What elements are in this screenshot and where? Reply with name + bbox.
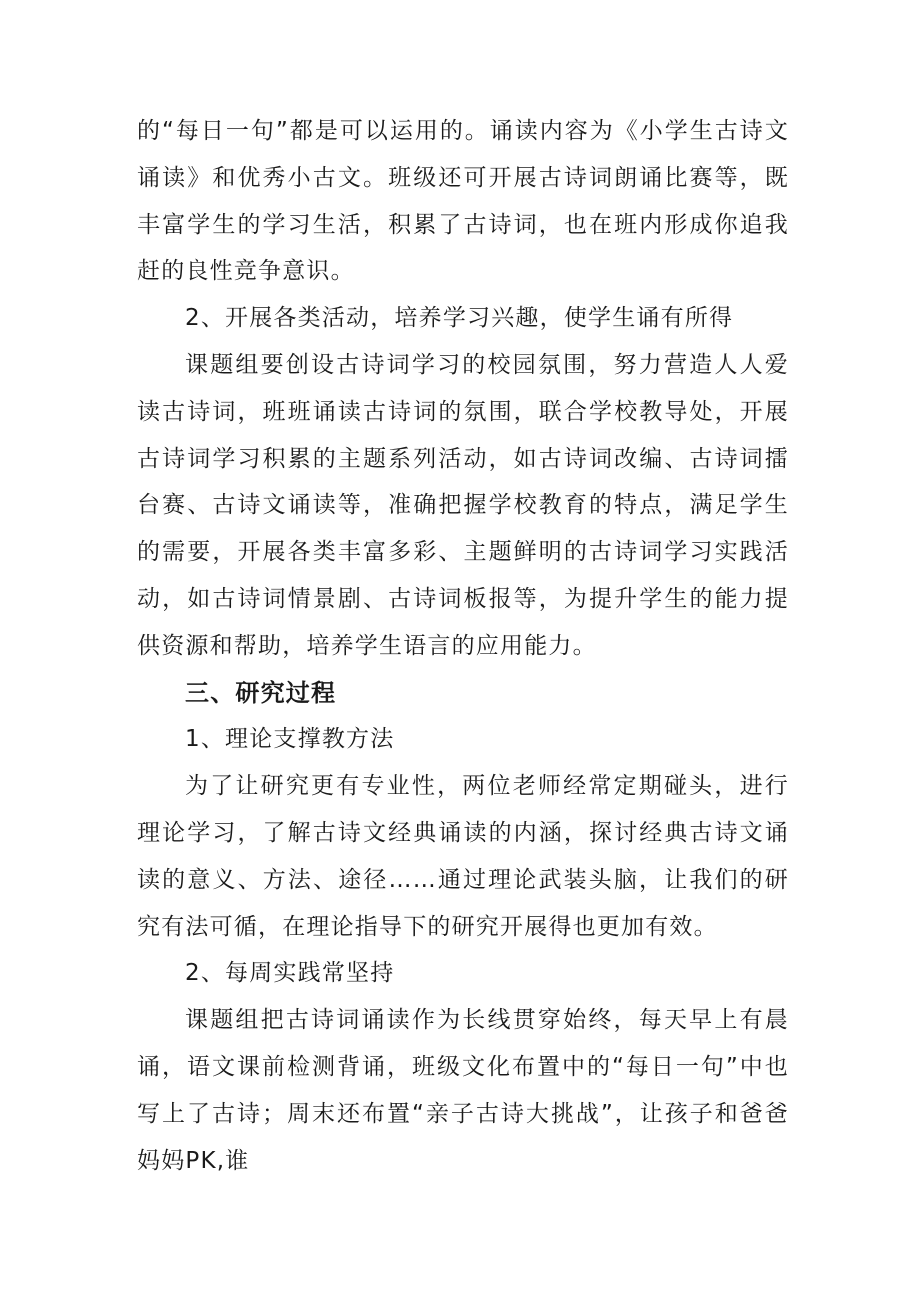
paragraph-theory: 为了让研究更有专业性，两位老师经常定期碰头，进行理论学习，了解古诗文经典诵读的内涵，探讨经典古诗文诵读的意义、方法、途径……通过理论武装头脑，让我们的研究有法可循，在理论指导下的研究开展得也更加有效。 — [137, 773, 789, 940]
document-body — [137, 108, 789, 1184]
section-heading-research-process: 三、研究过程 — [185, 678, 337, 707]
subheading-weekly-practice: 2、每周实践常坚持 — [185, 960, 395, 987]
paragraph-continuation: 的“每日一句”都是可以运用的。诵读内容为《小学生古诗文诵读》和优秀小古文。班级还可开展古诗词朗诵比赛等，既丰富学生的学习生活，积累了古诗词，也在班内形成你追我赶的良性竞争意识。 — [137, 118, 789, 285]
subheading-theory: 1、理论支撑教方法 — [185, 726, 395, 753]
paragraph-activities: 课题组要创设古诗词学习的校园氛围，努力营造人人爱读古诗词，班班诵读古诗词的氛围，联合学校教导处，开展古诗词学习积累的主题系列活动，如古诗词改编、古诗词擂台赛、古诗文诵读等，准确把握学校教育的特点，满足学生的需要，开展各类丰富多彩、主题鲜明的古诗词学习实践活动，如古诗词情景剧、古诗词板报等，为提升学生的能力提供资源和帮助，培养学生语言的应用能力。 — [137, 351, 789, 659]
paragraph-weekly-practice: 课题组把古诗词诵读作为长线贯穿始终，每天早上有晨诵，语文课前检测背诵，班级文化布置中的“每日一句”中也写上了古诗；周末还布置“亲子古诗大挑战”，让孩子和爸爸妈妈PK,谁 — [137, 1007, 789, 1174]
subheading-activities: 2、开展各类活动，培养学习兴趣，使学生诵有所得 — [185, 305, 734, 332]
